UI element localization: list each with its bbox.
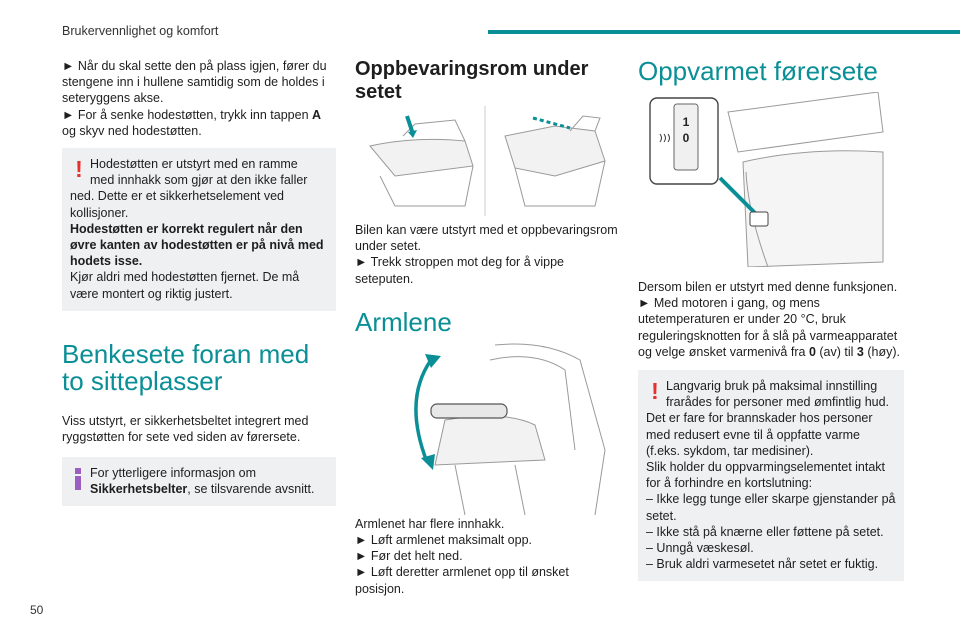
knob-label: 1 [682, 115, 690, 129]
warning-bold-text: Hodestøtten er korrekt regulert når den øvre kanten av hodestøtten er på nivå med hodets isse. [70, 221, 324, 269]
column-right [638, 58, 904, 581]
storage-bullet: ► Trekk stroppen mot deg for å vippe seteputen. [355, 255, 565, 286]
info-bold-text: Sikkerhetsbelter [90, 482, 188, 497]
warning-box [638, 370, 904, 581]
intro-line: og skyv ned hodestøtten. [62, 123, 202, 138]
column-middle [355, 58, 620, 597]
armrest-illustration [395, 340, 620, 515]
intro-line: seteryggens akse. [62, 91, 164, 106]
knob-label: 0 [682, 131, 690, 145]
warning-text: Det er fare for brannskader hos personer med redusert evne til å oppfatte varme (f.eks. sykdom, tar medisiner). Slik holder du oppvarmingselementet intakt for å forhindre en kortslutning: – Ikke legg tunge eller skarpe gjenstander på setet. – Ikke stå på knærne eller føttene på setet. – Unngå væskesøl. – Bruk aldri varmesetet når setet er fuktig. [646, 411, 896, 572]
bullet-text: ► Med motoren i gang, og mens utetemperaturen er under 20 °C, bruk reguleringsknotten for å slå på varmeapparatet og velge ønsket varmenivå fra [638, 296, 898, 359]
intro-line: stengene inn i hullene samtidig som de holdes i [62, 75, 325, 90]
under-seat-storage-illustration [355, 106, 620, 216]
header-accent-bar [488, 30, 960, 34]
section-title-heated-seat: Oppvarmet førersete [638, 56, 878, 86]
warning-line: Langvarig bruk på maksimal innstilling [666, 379, 878, 394]
level-high: 3 [856, 344, 864, 359]
section-title-storage: Oppbevaringsrom under setet [355, 58, 589, 103]
warning-icon: ! [75, 156, 83, 183]
heated-seat-paragraph: Dersom bilen er utstyrt med denne funksjonen. [638, 280, 898, 294]
armrest-bullets: ► Løft armlenet maksimalt opp. ► Før det helt ned. ► Løft deretter armlenet opp til ønsket posisjon. [355, 533, 569, 596]
section-title-bench-seat: Benkesete foran med to sitteplasser [62, 338, 310, 396]
warning-line: frarådes for personer med ømfintlig hud. [666, 395, 890, 410]
intro-line: ► Når du skal sette den på plass igjen, fører du [62, 59, 327, 73]
intro-paragraph [62, 58, 336, 139]
intro-line: ► For å senke hodestøtten, trykk inn tappen [62, 107, 309, 122]
info-icon [74, 468, 82, 490]
warning-box [62, 148, 336, 311]
page-number: 50 [30, 603, 44, 617]
info-text: , se tilsvarende avsnitt. [187, 482, 315, 497]
section-title-armrest: Armlene [355, 306, 452, 337]
column-left [62, 58, 336, 506]
warning-text: ned. Dette er et sikkerhetselement ved kollisjoner. [70, 189, 285, 220]
level-off: 0 [808, 344, 816, 359]
running-header: Brukervennlighet og komfort [62, 24, 219, 38]
info-line: For ytterligere informasjon om [90, 466, 257, 481]
armrest-paragraph: Armlenet har flere innhakk. [355, 516, 505, 531]
storage-paragraph: Bilen kan være utstyrt med et oppbevaringsrom under setet. [355, 223, 618, 254]
bullet-text: (høy). [867, 344, 900, 359]
warning-icon: ! [651, 378, 659, 405]
warning-line: med innhakk som gjør at den ikke faller [90, 173, 308, 188]
tab-letter: A [312, 107, 322, 122]
warning-text: Kjør aldri med hodestøtten fjernet. De må være montert og riktig justert. [70, 270, 300, 301]
heated-seat-illustration [648, 92, 888, 267]
info-box [62, 457, 336, 505]
section-paragraph: Viss utstyrt, er sikkerhetsbeltet integrert med ryggstøtten for sete ved siden av førersete. [62, 413, 309, 445]
warning-line: Hodestøtten er utstyrt med en ramme [90, 157, 298, 172]
bullet-text: (av) til [819, 344, 854, 359]
heated-seat-bullet [638, 295, 904, 360]
